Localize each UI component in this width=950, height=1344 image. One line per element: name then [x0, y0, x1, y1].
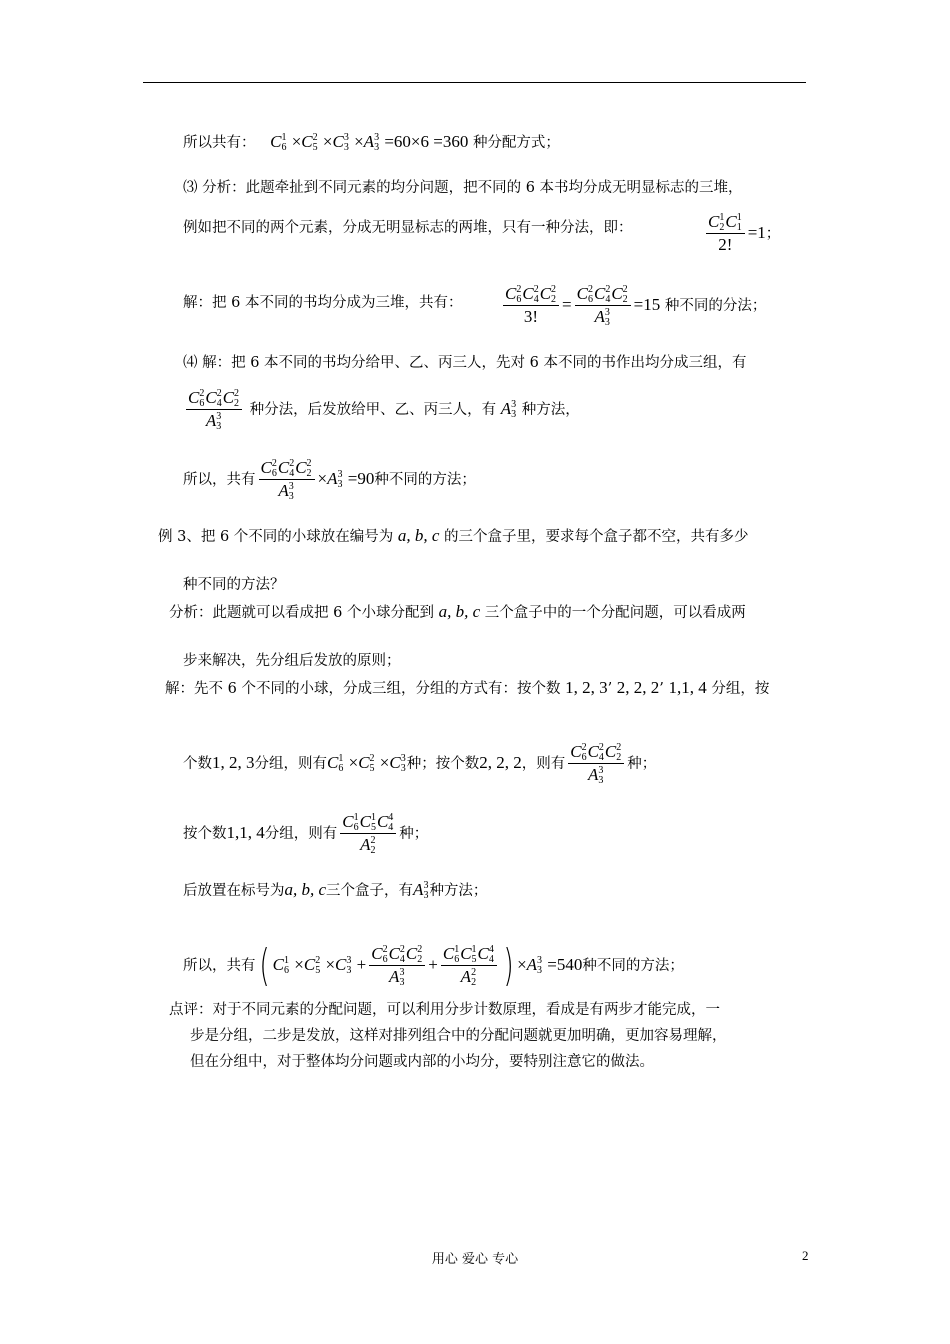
line-19: 但在分组中，对于整体均分问题或内部的小均分，要特别注意它的做法。	[190, 1054, 654, 1070]
line-1	[183, 132, 560, 153]
line-14: 按个数1,1, 4分组，则有 C 1 6 C 1 5 C 4 4 A 2 2 种；	[183, 812, 429, 857]
line-4	[183, 293, 462, 313]
formula-c2-c1-over-2: C 1 2 C 1 1 2! =1；	[708, 212, 781, 255]
line-15: 后放置在标号为a, b, c三个盒子，有A 3 3 种方法；	[183, 880, 488, 902]
line-8: 例 3、把 6 个不同的小球放在编号为 a, b, c 的三个盒子里，要求每个盒子都不空，共有多少	[158, 526, 749, 545]
text: 种分配方式；	[472, 135, 560, 151]
text: 解：把 6 本不同的书均分成为三堆，共有：	[183, 295, 463, 311]
text: 例如把不同的两个元素，分成无明显标志的两堆，只有一种分法，即：	[183, 220, 633, 236]
line-17: 点评：对于不同元素的分配问题，可以利用分步计数原理，看成是有两步才能完成，一	[169, 1002, 720, 1018]
line-7: 所以，共有 C 2 6 C 2 4 C 2 2 A 3 3 ×A 3 3 =90种不同的方法；	[183, 458, 476, 503]
line-2: ⑶ 分析：此题牵扯到不同元素的均分问题，把不同的 6 本书均分成无明显标志的三堆，	[183, 180, 743, 196]
line-9: 种不同的方法？	[183, 577, 285, 593]
line-5: ⑷ 解：把 6 本不同的书均分给甲、乙、丙三人，先对 6 本不同的书作出均分成三组，有	[183, 355, 747, 371]
page-number: 2	[802, 1248, 809, 1263]
line-10: 分析：此题就可以看成把 6 个小球分配到 a, b, c 三个盒子中的一个分配问题，可以看成两	[169, 602, 746, 621]
text: 所以共有：	[183, 135, 256, 151]
line-3	[183, 218, 633, 238]
footer-text: 用心 爱心 专心	[431, 1252, 519, 1267]
line-6: C 2 6 C 2 4 C 2 2 A 3 3 种分法，后发放给甲、乙、丙三人，有 A 3 3 种方法，	[188, 388, 580, 433]
formula-c6-c5-c3-a3: C 1 6 ×C 2 5 ×C 3 3 ×A 3 3 =60×6 =360	[270, 132, 469, 154]
line-11: 步来解决，先分组后发放的原则；	[183, 653, 401, 669]
line-16: 所以，共有( C 1 6 ×C 2 5 ×C 3 3 + C 2 6 C 2 4 C 2 2 A 3 3 + C 1 6 C 1 5 C 4 4 A 2 2 ) ×A 3 3 =540种不同的方法；	[183, 940, 684, 992]
line-18: 步是分组，二步是发放，这样对排列组合中的分配问题就更加明确，更加容易理解，	[190, 1028, 727, 1044]
line-12: 解：先不 6 个不同的小球，分成三组，分组的方式有：按个数 1, 2, 3’ 2, 2, 2’ 1,1, 4 分组，按	[165, 678, 770, 697]
line-13: 个数1, 2, 3分组，则有C 1 6 ×C 2 5 ×C 3 3 种；按个数2, 2, 2，则有 C 2 6 C 2 4 C 2 2 A 3 3 种；	[183, 742, 657, 787]
header-rule	[143, 82, 806, 83]
formula-three-piles: C 2 6 C 2 4 C 2 2 3! = C 2 6 C 2 4 C 2 2 A 3 3 =15 种不同的分法；	[505, 284, 767, 329]
